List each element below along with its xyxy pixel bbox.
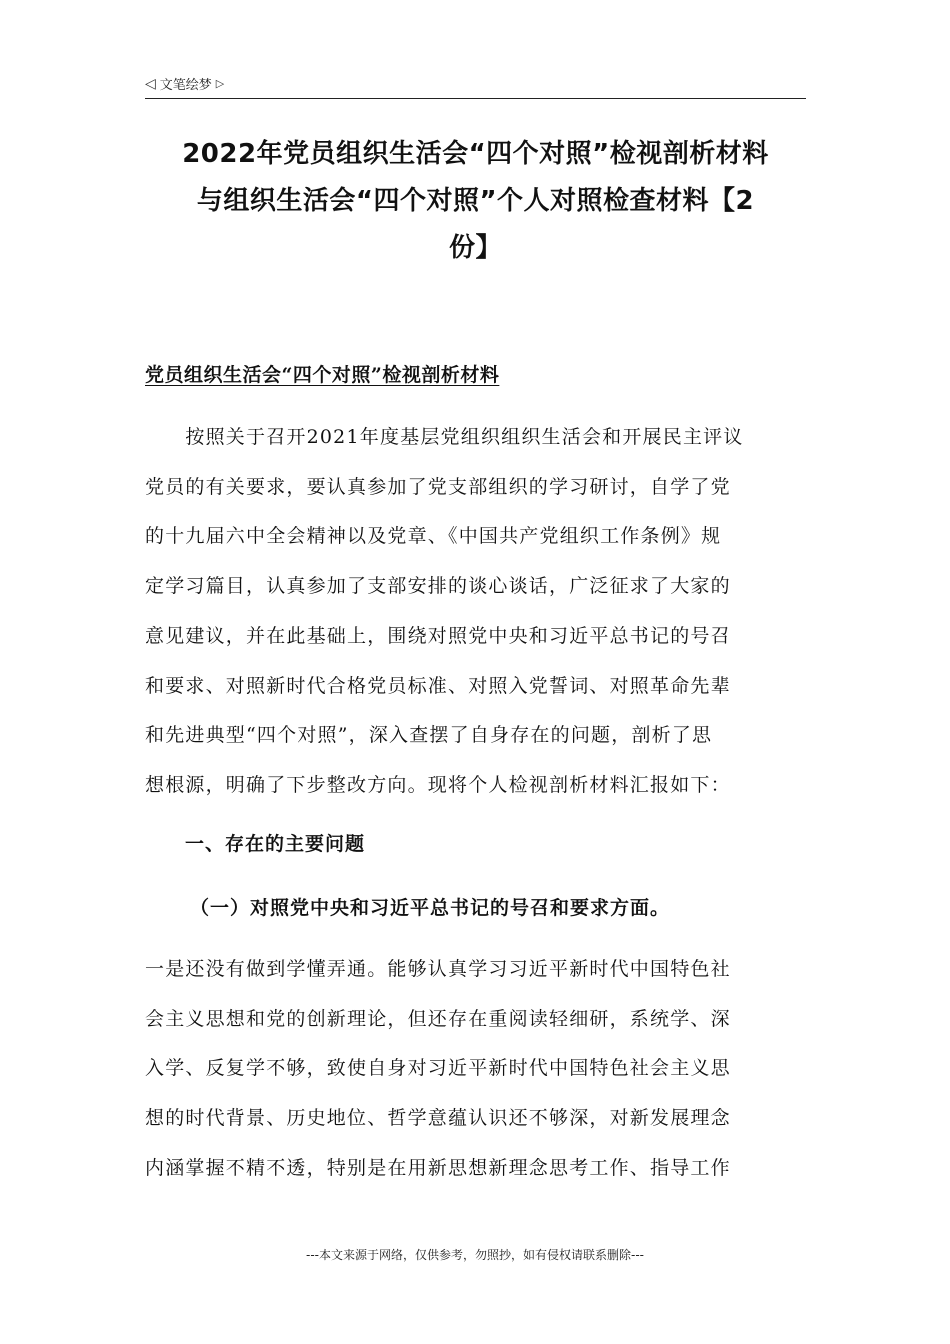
body-paragraph <box>145 945 806 1194</box>
paragraph-line: 想根源，明确了下步整改方向。现将个人检视剖析材料汇报如下： <box>145 773 731 796</box>
paragraph-line: 和要求、对照新时代合格党员标准、对照入党誓词、对照革命先辈 <box>145 674 731 697</box>
paragraph-line: 会主义思想和党的创新理论，但还存在重阅读轻细研，系统学、深 <box>145 1007 731 1030</box>
right-triangle-icon: ▷ <box>215 76 225 90</box>
paragraph-line: 的十九届六中全会精神以及党章、《中国共产党组织工作条例》规 <box>145 525 722 548</box>
paragraph-line: 想的时代背景、历史地位、哲学意蕴认识还不够深，对新发展理念 <box>145 1107 731 1130</box>
heading-subsection: （一）对照党中央和习近平总书记的号召和要求方面。 <box>190 897 671 919</box>
document-title <box>145 131 806 272</box>
paragraph-line: 入学、反复学不够，致使自身对习近平新时代中国特色社会主义思 <box>145 1057 731 1080</box>
intro-paragraph <box>145 413 806 811</box>
footer-disclaimer: ---本文来源于网络，仅供参考，勿照抄，如有侵权请联系删除--- <box>306 1248 644 1262</box>
heading-main-problems: 一、存在的主要问题 <box>185 833 366 855</box>
paragraph-line: 内涵掌握不精不透，特别是在用新思想新理念思考工作、指导工作 <box>145 1156 731 1179</box>
paragraph-line: 定学习篇目，认真参加了支部安排的谈心谈话，广泛征求了大家的 <box>145 575 731 598</box>
paragraph-line: 一是还没有做到学懂弄通。能够认真学习习近平新时代中国特色社 <box>145 958 731 980</box>
paragraph-line: 按照关于召开2021年度基层党组织组织生活会和开展民主评议 <box>145 426 744 448</box>
paragraph-line: 和先进典型“四个对照”，深入查摆了自身存在的问题，剖析了思 <box>145 724 713 747</box>
title-line: 2022年党员组织生活会“四个对照”检视剖析材料 <box>182 139 769 169</box>
brand-label: 文笔绘梦 <box>159 78 212 93</box>
title-line: 与组织生活会“四个对照”个人对照检查材料【2 <box>196 186 755 216</box>
paragraph-line: 党员的有关要求，要认真参加了党支部组织的学习研讨，自学了党 <box>145 475 731 498</box>
paragraph-line: 意见建议，并在此基础上，围绕对照党中央和习近平总书记的号召 <box>145 624 731 647</box>
title-line: 份】 <box>448 233 502 263</box>
brand <box>145 74 224 93</box>
section-title: 党员组织生活会“四个对照”检视剖析材料 <box>145 364 500 386</box>
left-triangle-icon: ◁ <box>145 75 156 92</box>
page-header <box>145 72 806 99</box>
